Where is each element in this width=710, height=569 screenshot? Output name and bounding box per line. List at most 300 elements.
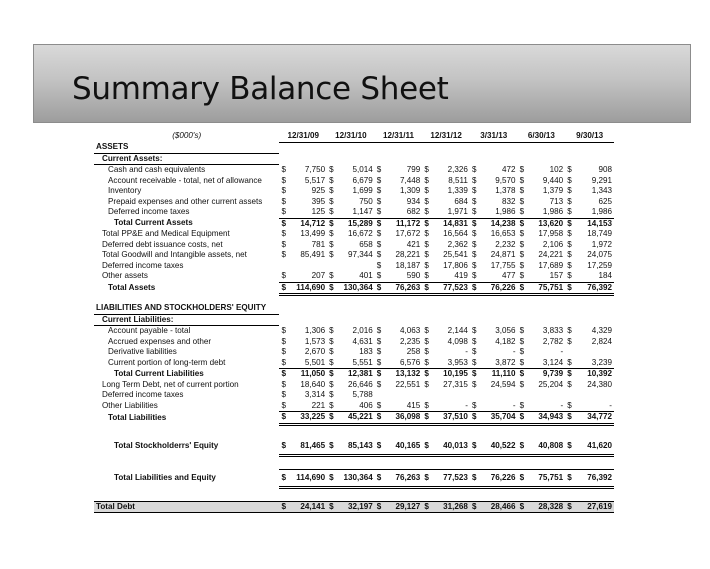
slide-title: Summary Balance Sheet [72, 71, 449, 107]
dollar-sign: $ [327, 358, 336, 369]
value-cell: 14,831 [443, 218, 468, 228]
value-cell: 5,517 [304, 175, 326, 185]
row-label: Total Liabilities [108, 412, 167, 422]
value-cell: - [512, 347, 516, 356]
dollar-sign: $ [471, 218, 477, 228]
dollar-sign: $ [375, 412, 384, 425]
dollar-sign: $ [422, 358, 431, 369]
dollar-sign: $ [422, 282, 431, 295]
value-cell: 3,124 [527, 358, 566, 369]
dollar-sign [422, 390, 431, 401]
dollar-sign: $ [567, 250, 572, 259]
value-cell: 625 [598, 196, 612, 206]
dollar-sign: $ [422, 271, 431, 282]
value-cell: 184 [574, 271, 614, 282]
value-cell: 750 [359, 196, 373, 206]
spacer-row [94, 455, 614, 469]
value-cell: 28,328 [527, 501, 566, 513]
dollar-sign: $ [422, 469, 431, 487]
value-cell: 22,551 [395, 379, 421, 389]
dollar-sign: $ [519, 347, 525, 356]
row-label: Current portion of long-term debt [108, 357, 226, 367]
value-cell: 1,379 [542, 186, 564, 195]
dollar-sign: $ [518, 207, 527, 218]
dollar-sign: $ [375, 207, 384, 218]
dollar-sign: $ [567, 379, 572, 389]
value-cell: 3,056 [495, 325, 516, 335]
value-cell: 13,499 [300, 229, 326, 238]
value-cell: 102 [549, 164, 564, 174]
value-cell: 1,986 [527, 207, 566, 218]
dollar-sign: $ [329, 250, 334, 259]
value-cell: 17,806 [443, 260, 468, 270]
value-cell: 6,679 [352, 175, 373, 185]
value-cell: 14,712 [300, 218, 326, 228]
dollar-sign: $ [424, 175, 429, 185]
empty-cell [279, 314, 614, 326]
dollar-sign: $ [329, 164, 334, 174]
dollar-sign: $ [471, 164, 477, 174]
value-cell: 1,309 [400, 186, 421, 195]
dollar-sign: $ [565, 207, 574, 218]
dollar-sign: $ [567, 196, 572, 206]
dollar-sign: $ [519, 260, 525, 270]
value-cell: 1,306 [304, 325, 326, 335]
dollar-sign: $ [519, 175, 525, 185]
table-row [94, 326, 614, 337]
dollar-sign: $ [281, 239, 286, 249]
value-cell: 36,098 [384, 412, 423, 425]
value-cell: 26,646 [347, 379, 373, 389]
dollar-sign: $ [376, 347, 382, 356]
value-cell: 11,110 [491, 369, 516, 378]
value-cell [384, 390, 423, 401]
dollar-sign: $ [329, 218, 334, 228]
dollar-sign: $ [279, 358, 288, 369]
value-cell: 29,127 [384, 501, 423, 513]
value-cell: 221 [289, 401, 328, 412]
value-cell: 1,378 [495, 186, 516, 195]
value-cell: 3,314 [304, 390, 326, 399]
total-debt-row [94, 501, 614, 513]
dollar-sign: $ [329, 239, 334, 249]
dollar-sign: $ [471, 379, 477, 389]
empty-cell [279, 153, 614, 165]
header-row [94, 131, 614, 142]
value-cell: 7,750 [304, 164, 326, 174]
value-cell: 4,063 [400, 325, 421, 335]
value-cell: 9,440 [542, 175, 564, 185]
dollar-sign: $ [375, 401, 384, 412]
balance-sheet-table [94, 131, 614, 513]
table-row [94, 337, 614, 348]
dollar-sign: $ [329, 229, 334, 238]
value-cell: 130,364 [336, 282, 375, 295]
dollar-sign: $ [565, 282, 574, 295]
dollar-sign: $ [565, 358, 574, 369]
dollar-sign: $ [471, 239, 477, 249]
value-cell: - [479, 401, 518, 412]
row-label: Account payable - total [108, 326, 191, 335]
dollar-sign: $ [519, 369, 525, 378]
row-label: Deferred income taxes [108, 207, 190, 217]
value-cell: 34,943 [527, 412, 566, 425]
value-cell: - [431, 401, 470, 412]
value-cell: - [465, 347, 468, 356]
value-cell: 125 [289, 207, 328, 218]
table-row [94, 261, 614, 272]
table-row [94, 380, 614, 391]
row-label: Derivative liabilities [108, 347, 177, 356]
spacer-row [94, 295, 614, 304]
value-cell: 25,204 [538, 379, 564, 389]
spacer-cell [94, 424, 614, 438]
value-cell: 3,872 [479, 358, 518, 369]
row-label: Total Assets [108, 283, 156, 292]
row-label: Total Stockholderrs' Equity [114, 441, 219, 451]
dollar-sign: $ [424, 325, 429, 335]
value-cell: 76,226 [479, 282, 518, 295]
column-header: 12/31/11 [375, 131, 423, 142]
table-row [94, 390, 614, 401]
dollar-sign: $ [375, 282, 384, 295]
value-cell: 157 [527, 271, 566, 282]
dollar-sign: $ [375, 501, 384, 513]
dollar-sign: $ [376, 164, 382, 174]
dollar-sign: $ [279, 401, 288, 412]
value-cell: 2,326 [447, 164, 468, 174]
dollar-sign [565, 347, 574, 358]
dollar-sign: $ [424, 379, 429, 389]
table-row [94, 469, 614, 487]
table-row [94, 207, 614, 218]
value-cell: 27,315 [443, 379, 468, 389]
dollar-sign: $ [518, 282, 527, 295]
value-cell: 130,364 [336, 469, 375, 487]
dollar-sign: $ [329, 369, 334, 378]
dollar-sign: $ [281, 196, 286, 206]
dollar-sign: $ [471, 325, 477, 335]
value-cell: 16,564 [443, 229, 468, 238]
value-cell: 14,238 [490, 218, 516, 228]
value-cell: 3,953 [431, 358, 470, 369]
dollar-sign: $ [327, 207, 336, 218]
dollar-sign: $ [470, 358, 479, 369]
value-cell: 9,291 [591, 175, 612, 185]
dollar-sign: $ [424, 218, 429, 228]
dollar-sign: $ [518, 469, 527, 487]
table-row [94, 369, 614, 380]
value-cell: 207 [289, 271, 328, 282]
value-cell: - [560, 347, 564, 356]
value-cell: 41,620 [574, 438, 614, 456]
value-cell: 781 [311, 239, 326, 249]
value-cell: 13,620 [538, 218, 564, 228]
value-cell: 1,699 [352, 186, 373, 195]
value-cell: 114,690 [289, 282, 328, 295]
value-cell: 477 [479, 271, 518, 282]
value-cell: 2,016 [352, 325, 373, 335]
table-row [94, 250, 614, 261]
value-cell: 40,013 [431, 438, 470, 456]
dollar-sign: $ [518, 412, 527, 425]
dollar-sign: $ [281, 325, 286, 335]
dollar-sign: $ [470, 282, 479, 295]
value-cell: 5,501 [289, 358, 328, 369]
dollar-sign: $ [519, 250, 525, 259]
value-cell: 590 [384, 271, 423, 282]
row-label: Total PP&E and Medical Equipment [102, 229, 230, 238]
dollar-sign: $ [279, 282, 288, 295]
spacer-row [94, 487, 614, 501]
value-cell: 7,448 [400, 175, 421, 185]
dollar-sign: $ [279, 438, 288, 456]
value-cell: 76,226 [479, 469, 518, 487]
table-row [94, 438, 614, 456]
section-heading: LIABILITIES AND STOCKHOLDERS' EQUITY [94, 303, 279, 314]
column-header: 12/31/12 [422, 131, 470, 142]
table-row [94, 165, 614, 176]
dollar-sign: $ [567, 218, 572, 228]
value-cell: 2,824 [591, 336, 612, 346]
column-header: 3/31/13 [470, 131, 518, 142]
dollar-sign: $ [518, 501, 527, 513]
value-cell [336, 261, 375, 272]
dollar-sign: $ [519, 186, 525, 195]
value-cell: 13,132 [395, 369, 421, 378]
dollar-sign [565, 390, 574, 401]
dollar-sign: $ [327, 501, 336, 513]
dollar-sign: $ [567, 336, 572, 346]
dollar-sign: $ [329, 336, 334, 346]
dollar-sign: $ [281, 175, 286, 185]
dollar-sign: $ [422, 207, 431, 218]
value-cell: 2,144 [447, 325, 468, 335]
value-cell [289, 261, 328, 272]
value-cell: 658 [359, 239, 373, 249]
dollar-sign: $ [424, 164, 429, 174]
section-heading-row [94, 303, 614, 314]
dollar-sign: $ [471, 347, 477, 356]
value-cell: 76,263 [384, 469, 423, 487]
dollar-sign: $ [376, 175, 382, 185]
value-cell: 24,594 [490, 379, 516, 389]
dollar-sign: $ [471, 229, 477, 238]
dollar-sign: $ [470, 412, 479, 425]
dollar-sign: $ [471, 196, 477, 206]
value-cell: 17,958 [538, 229, 564, 238]
value-cell: 11,172 [396, 218, 421, 228]
dollar-sign: $ [281, 379, 286, 389]
value-cell: 97,344 [347, 250, 373, 259]
value-cell: 24,221 [538, 250, 564, 259]
dollar-sign: $ [424, 369, 429, 378]
dollar-sign [375, 390, 384, 401]
table-row [94, 240, 614, 251]
value-cell: 14,153 [587, 218, 612, 228]
value-cell: 10,195 [443, 369, 468, 378]
dollar-sign: $ [279, 412, 288, 425]
row-label: Long Term Debt, net of current portion [102, 379, 239, 389]
value-cell: 85,143 [336, 438, 375, 456]
subsection-heading: Current Assets: [94, 153, 279, 165]
row-label: Deferred income taxes [102, 390, 184, 399]
value-cell: 1,147 [336, 207, 375, 218]
dollar-sign [327, 261, 336, 272]
dollar-sign: $ [327, 282, 336, 295]
column-header: 6/30/13 [518, 131, 566, 142]
dollar-sign: $ [375, 438, 384, 456]
dollar-sign: $ [422, 412, 431, 425]
row-label: Total Goodwill and Intangible assets, net [102, 250, 247, 259]
value-cell: 31,268 [431, 501, 470, 513]
section-heading-row [94, 142, 614, 153]
dollar-sign: $ [376, 218, 382, 228]
value-cell: 40,165 [384, 438, 423, 456]
value-cell: 15,289 [347, 218, 373, 228]
value-cell: 4,182 [495, 336, 516, 346]
value-cell: 8,511 [448, 175, 468, 185]
value-cell: 6,576 [384, 358, 423, 369]
value-cell: 10,392 [587, 369, 612, 378]
row-label: Total Current Assets [114, 218, 193, 228]
value-cell: 75,751 [527, 282, 566, 295]
dollar-sign: $ [424, 347, 429, 356]
dollar-sign: $ [376, 229, 382, 238]
dollar-sign: $ [375, 271, 384, 282]
dollar-sign: $ [327, 469, 336, 487]
table-row [94, 358, 614, 369]
dollar-sign: $ [471, 336, 477, 346]
dollar-sign: $ [424, 196, 429, 206]
dollar-sign [518, 390, 527, 401]
value-cell: 40,808 [527, 438, 566, 456]
value-cell: - [527, 401, 566, 412]
value-cell: 28,466 [479, 501, 518, 513]
dollar-sign: $ [329, 196, 334, 206]
subsection-heading-row [94, 153, 614, 165]
value-cell: 33,225 [289, 412, 328, 425]
dollar-sign: $ [327, 271, 336, 282]
dollar-sign: $ [376, 336, 382, 346]
dollar-sign: $ [329, 390, 334, 399]
value-cell: 11,050 [300, 369, 326, 378]
value-cell: 34,772 [574, 412, 614, 425]
dollar-sign: $ [565, 501, 574, 513]
row-label: Other assets [102, 271, 148, 281]
value-cell: 799 [406, 164, 421, 174]
dollar-sign: $ [281, 250, 286, 259]
value-cell: - [574, 401, 614, 412]
value-cell: 77,523 [431, 469, 470, 487]
subsection-heading: Current Liabilities: [94, 314, 279, 326]
value-cell: 1,339 [447, 186, 468, 195]
row-label: Prepaid expenses and other current assets [108, 196, 263, 206]
dollar-sign [279, 261, 288, 272]
row-label: Deferred debt issuance costs, net [102, 239, 223, 249]
row-label: Account receivable - total, net of allowance [108, 175, 262, 185]
dollar-sign: $ [376, 250, 382, 259]
table-row [94, 401, 614, 412]
dollar-sign: $ [518, 358, 527, 369]
value-cell: 832 [502, 196, 516, 206]
dollar-sign: $ [567, 239, 572, 249]
dollar-sign: $ [329, 379, 334, 389]
dollar-sign: $ [422, 438, 431, 456]
value-cell: 32,197 [336, 501, 375, 513]
value-cell [479, 390, 518, 401]
value-cell: 77,523 [431, 282, 470, 295]
value-cell [574, 347, 614, 358]
spacer-cell [94, 487, 614, 501]
value-cell: 24,871 [490, 250, 516, 259]
value-cell: 1,972 [591, 239, 612, 249]
value-cell: 12,381 [347, 369, 373, 378]
dollar-sign: $ [281, 164, 286, 174]
dollar-sign: $ [376, 369, 382, 378]
value-cell: 35,704 [479, 412, 518, 425]
value-cell: 16,653 [490, 229, 516, 238]
dollar-sign: $ [329, 325, 334, 335]
value-cell: 682 [384, 207, 423, 218]
value-cell: 3,239 [574, 358, 614, 369]
value-cell: 934 [406, 196, 421, 206]
value-cell: 4,631 [352, 336, 373, 346]
value-cell: 24,380 [587, 379, 612, 389]
table-row [94, 186, 614, 197]
value-cell: 2,232 [495, 239, 516, 249]
dollar-sign: $ [470, 469, 479, 487]
column-header: 12/31/10 [327, 131, 375, 142]
value-cell: 17,259 [587, 260, 612, 270]
table-row [94, 176, 614, 187]
dollar-sign: $ [376, 325, 382, 335]
section-heading: ASSETS [94, 142, 279, 153]
row-label: Other Liabilities [102, 400, 158, 410]
dollar-sign: $ [327, 412, 336, 425]
empty-cell [279, 142, 614, 153]
value-cell: 17,672 [395, 229, 421, 238]
value-cell: 925 [311, 186, 326, 195]
dollar-sign: $ [470, 401, 479, 412]
dollar-sign: $ [424, 229, 429, 238]
dollar-sign: $ [519, 218, 525, 228]
value-cell: 18,640 [300, 379, 326, 389]
value-cell: 16,672 [347, 229, 373, 238]
value-cell: 76,392 [574, 469, 614, 487]
dollar-sign: $ [281, 186, 286, 195]
value-cell: 1,971 [431, 207, 470, 218]
value-cell [431, 390, 470, 401]
dollar-sign: $ [567, 175, 572, 185]
value-cell: 1,573 [304, 336, 326, 346]
dollar-sign: $ [422, 401, 431, 412]
value-cell: 2,362 [447, 239, 468, 249]
value-cell: 395 [311, 196, 326, 206]
value-cell: 28,221 [395, 250, 421, 259]
value-cell: 18,187 [395, 260, 421, 270]
value-cell: 9,570 [495, 175, 516, 185]
dollar-sign: $ [424, 239, 429, 249]
value-cell: 684 [454, 196, 468, 206]
value-cell: 25,541 [443, 250, 468, 259]
row-label: Total Liabilities and Equity [114, 473, 216, 482]
dollar-sign: $ [327, 401, 336, 412]
dollar-sign: $ [565, 401, 574, 412]
units-label: ($000's) [172, 131, 202, 141]
dollar-sign: $ [567, 229, 572, 238]
value-cell [574, 390, 614, 401]
